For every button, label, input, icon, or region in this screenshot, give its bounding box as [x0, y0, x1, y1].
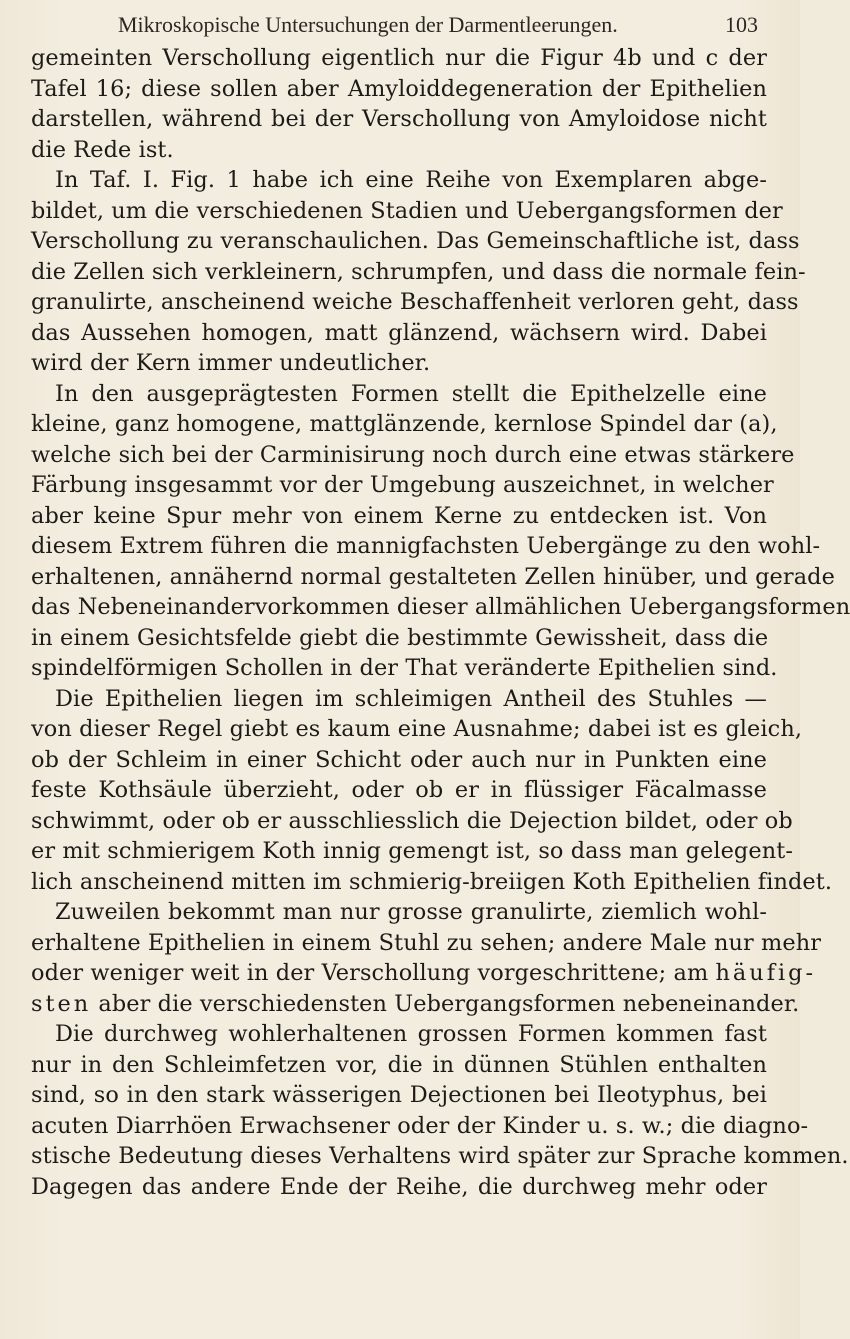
- text-line: die Rede ist.: [31, 136, 174, 163]
- text-line: Zuweilen bekommt man nur grosse granulirte, ziemlich wohl-: [55, 899, 767, 925]
- text-line: erhaltenen, annähernd normal gestalteten Zellen hinüber, und gerade: [31, 563, 835, 590]
- page-number: 103: [725, 12, 758, 37]
- text-line: wird der Kern immer undeutlicher.: [31, 350, 431, 376]
- text-line: aber keine Spur mehr von einem Kerne zu entdecken ist. Von: [31, 502, 767, 529]
- text-line: spindelförmigen Schollen in der That veränderte Epithelien sind.: [31, 655, 778, 681]
- text-line: welche sich bei der Carminisirung noch durch eine etwas stärkere: [31, 441, 795, 468]
- text-line: In Taf. I. Fig. 1 habe ich eine Reihe von Exemplaren abge-: [55, 167, 767, 193]
- text-line: gemeinten Verschollung eigentlich nur die Figur 4b und c der: [31, 45, 767, 71]
- text-line: Die durchweg wohlerhaltenen grossen Formen kommen fast: [55, 1021, 767, 1047]
- text-segment: oder weniger weit in der Verschollung vorgeschrittene; am: [31, 960, 709, 986]
- text-line: In den ausgeprägtesten Formen stellt die Epithelzelle eine: [55, 380, 767, 407]
- text-line: das Aussehen homogen, matt glänzend, wächsern wird. Dabei: [31, 319, 767, 346]
- text-line: stische Bedeutung dieses Verhaltens wird später zur Sprache kommen.: [31, 1143, 849, 1169]
- text-line: Tafel 16; diese sollen aber Amyloiddegeneration der Epithelien: [31, 75, 767, 102]
- text-line: [31, 989, 800, 1020]
- text-line: nur in den Schleimfetzen vor, die in dünnen Stühlen enthalten: [31, 1051, 767, 1078]
- text-line: die Zellen sich verkleinern, schrumpfen, und dass die normale fein-: [31, 258, 806, 285]
- text-line: darstellen, während bei der Verschollung von Amyloidose nicht: [31, 106, 767, 132]
- text-line: bildet, um die verschiedenen Stadien und Uebergangsformen der: [31, 197, 783, 224]
- text-line: [31, 958, 817, 989]
- text-line: ob der Schleim in einer Schicht oder auch nur in Punkten eine: [31, 746, 767, 773]
- text-line: Färbung insgesammt vor der Umgebung auszeichnet, in welcher: [31, 472, 774, 498]
- text-line: granulirte, anscheinend weiche Beschaffenheit verloren geht, dass: [31, 289, 799, 315]
- text-line: Dagegen das andere Ende der Reihe, die durchweg mehr oder: [31, 1173, 767, 1200]
- text-line: diesem Extrem führen die mannigfachsten Uebergänge zu den wohl-: [31, 533, 821, 559]
- emphasized-text: häufig-: [715, 960, 817, 986]
- running-head-title: Mikroskopische Untersuchungen der Darmentleerungen.: [118, 12, 618, 37]
- text-segment: aber die verschiedensten Uebergangsformen nebeneinander.: [98, 990, 800, 1017]
- text-line: er mit schmierigem Koth innig gemengt ist, so dass man gelegent-: [31, 838, 793, 864]
- text-line: erhaltene Epithelien in einem Stuhl zu sehen; andere Male nur mehr: [31, 929, 822, 956]
- text-line: kleine, ganz homogene, mattglänzende, kernlose Spindel dar (a),: [31, 411, 778, 437]
- text-line: das Nebeneinandervorkommen dieser allmählichen Uebergangsformen: [31, 594, 850, 620]
- text-line: von dieser Regel giebt es kaum eine Ausnahme; dabei ist es gleich,: [31, 716, 803, 742]
- text-line: Verschollung zu veranschaulichen. Das Gemeinschaftliche ist, dass: [31, 228, 800, 254]
- text-line: acuten Diarrhöen Erwachsener oder der Kinder u. s. w.; die diagno-: [31, 1112, 809, 1139]
- body-text: [31, 43, 850, 1202]
- text-line: feste Kothsäule überzieht, oder ob er in flüssiger Fäcalmasse: [31, 777, 767, 803]
- text-line: lich anscheinend mitten im schmierig-breiigen Koth Epithelien findet.: [31, 868, 833, 895]
- text-line: in einem Gesichtsfelde giebt die bestimmte Gewissheit, dass die: [31, 624, 769, 651]
- running-head: [64, 10, 758, 40]
- text-line: sind, so in den stark wässerigen Dejectionen bei Ileotyphus, bei: [31, 1082, 767, 1108]
- emphasized-text: sten: [31, 990, 92, 1017]
- text-line: Die Epithelien liegen im schleimigen Antheil des Stuhles —: [55, 685, 767, 712]
- text-line: schwimmt, oder ob er ausschliesslich die Dejection bildet, oder ob: [31, 807, 793, 834]
